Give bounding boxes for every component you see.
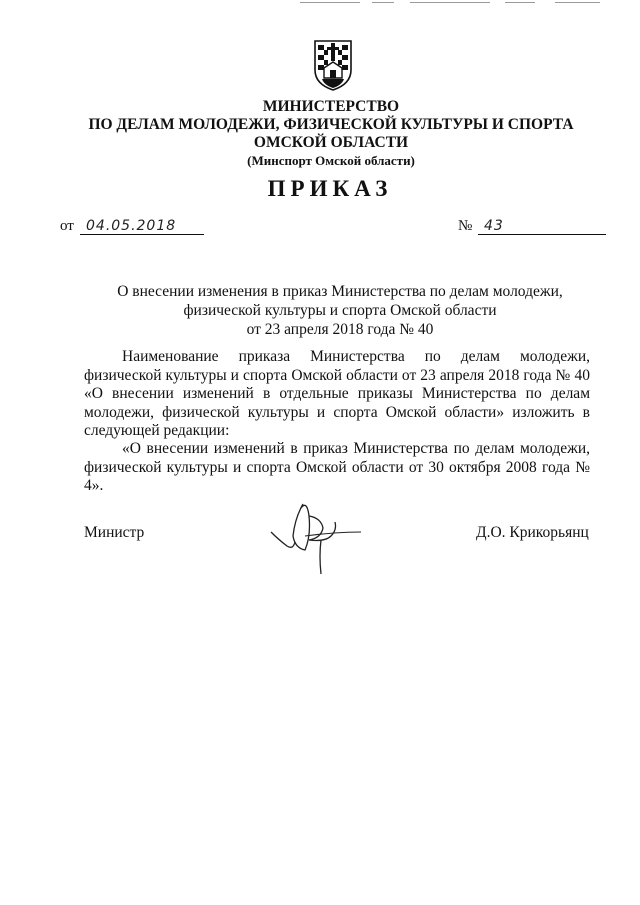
signatory-name: Д.О. Крикорьянц	[476, 524, 589, 541]
date-label: от	[60, 218, 74, 234]
ministry-title-line3: ОМСКОЙ ОБЛАСТИ	[253, 134, 409, 151]
subject-line3: от 23 апреля 2018 года № 40	[246, 321, 434, 338]
omsk-coat-of-arms-icon	[312, 38, 354, 92]
handwritten-signature	[265, 496, 365, 578]
number-underline	[478, 234, 606, 235]
date-value: 04.05.2018	[86, 218, 177, 234]
body-paragraph-1: Наименование приказа Министерства по делам молодежи, физической культуры и спорта Омской области от 23 апреля 2018 года № 40 «О внесении изменений в отдельные приказы Министерства по делам молодежи, физической культуры и спорта Омской области» изложить в следующей редакции:	[84, 348, 590, 440]
scan-artifact	[300, 2, 360, 3]
order-date	[60, 218, 74, 235]
scan-artifact	[505, 2, 535, 3]
ministry-header	[0, 98, 640, 169]
subject-line1: О внесении изменения в приказ Министерства по делам молодежи,	[117, 283, 563, 300]
order-number	[458, 218, 472, 235]
signatory-position: Министр	[84, 524, 145, 541]
date-underline	[80, 234, 204, 235]
ministry-short-name: (Минспорт Омской области)	[247, 153, 415, 168]
number-label: №	[458, 218, 473, 234]
order-subject	[90, 282, 590, 339]
order-title: ПРИКАЗ	[267, 176, 393, 201]
ministry-title-line1: МИНИСТЕРСТВО	[262, 98, 400, 115]
scan-artifact	[372, 2, 394, 3]
body-paragraph-2: «О внесении изменений в приказ Министерства по делам молодежи, физической культуры и спорта Омской области от 30 октября 2008 года № 4».	[84, 440, 590, 495]
ministry-title-line2: ПО ДЕЛАМ МОЛОДЕЖИ, ФИЗИЧЕСКОЙ КУЛЬТУРЫ И СПОРТА	[88, 116, 574, 133]
scan-artifact	[555, 2, 600, 3]
subject-line2: физической культуры и спорта Омской области	[183, 302, 497, 319]
scan-artifact	[410, 2, 490, 3]
number-value: 43	[484, 218, 504, 234]
